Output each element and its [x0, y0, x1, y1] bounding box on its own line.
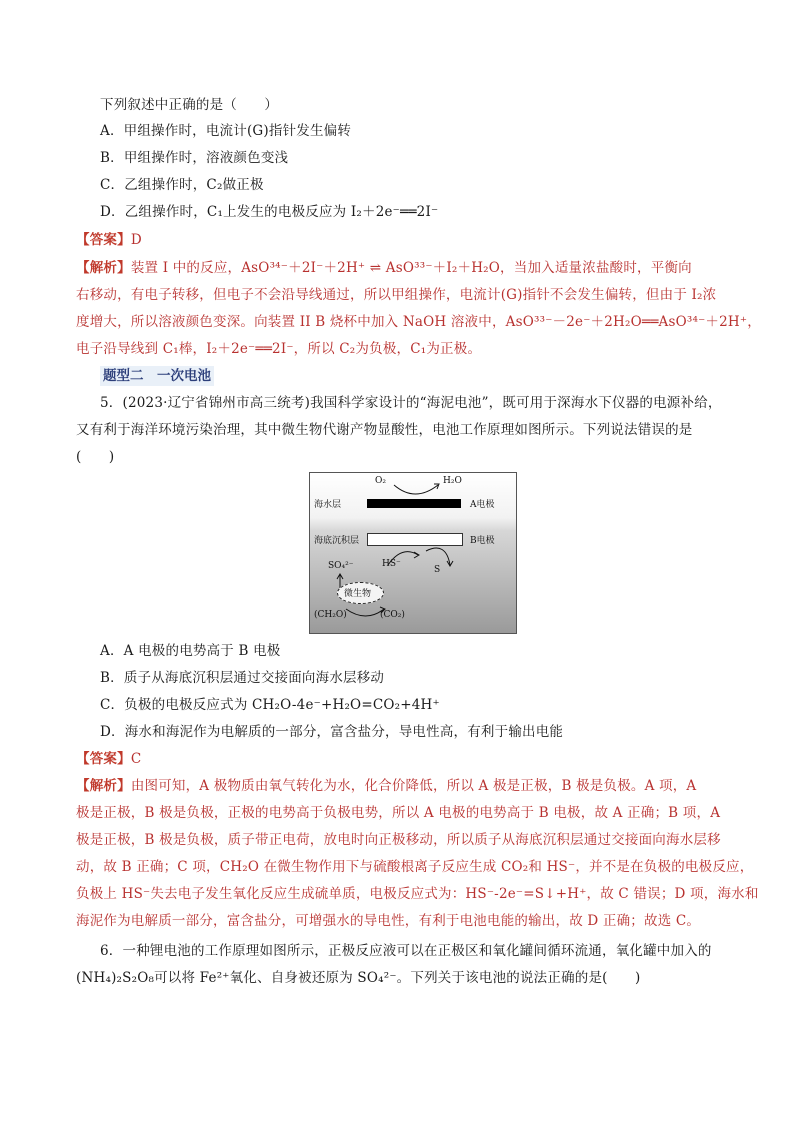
answer-label: 【答案】: [76, 232, 131, 248]
sulfur-label: S: [434, 565, 441, 575]
analysis-text: 装置 I 中的反应，AsO³⁴⁻＋2I⁻＋2H⁺ ⇌ AsO³³⁻＋I₂＋H₂O，当加入适量浓盐酸时，平衡向: [130, 260, 692, 276]
analysis-text: 由图可知，A 极物质由氧气转化为水，化合价降低，所以 A 极是正极，B 极是负极。A 项，A: [130, 778, 697, 794]
analysis-label: 【解析】: [76, 778, 131, 794]
ch2o-label: (CH₂O): [314, 610, 347, 620]
h2o-label: H₂O: [443, 476, 462, 486]
electrode-a-label: A电极: [470, 500, 495, 510]
q5-option-b: B．质子从海底沉积层通过交接面向海水层移动: [100, 670, 385, 686]
answer-value: D: [130, 232, 142, 248]
seawater-layer-label: 海水层: [314, 500, 342, 510]
q4-answer: [76, 230, 716, 250]
electrode-b-label: B电极: [470, 536, 495, 546]
q5-stem-line-3: ( ): [76, 449, 115, 465]
answer-value: C: [130, 751, 142, 767]
analysis-label: 【解析】: [76, 260, 131, 276]
q6-stem-line-2: (NH₄)₂S₂O₈可以将 Fe²⁺氧化、自身被还原为 SO₄²⁻。下列关于该电池的说法正确的是( ): [76, 970, 641, 986]
q4-analysis-line-1: [76, 258, 756, 278]
q4-option-d: D．乙组操作时，C₁上发生的电极反应为 I₂＋2e⁻══2I⁻: [100, 204, 439, 220]
q5-analysis-line-3: 极是正极，B 极是负极，质子带正电荷，放电时向正极移动，所以质子从海底沉积层通过交接面向海水层移: [76, 832, 721, 848]
q4-option-a: A．甲组操作时，电流计(G)指针发生偏转: [100, 123, 352, 139]
q4-analysis-line-4: 电子沿导线到 C₁棒，I₂＋2e⁻══2I⁻，所以 C₂为负极，C₁为正极。: [76, 341, 482, 357]
q5-analysis-line-5: 负极上 HS⁻失去电子发生氧化反应生成硫单质，电极反应式为：HS⁻-2e⁻=S↓+H⁺，故 C 错误；D 项，海水和: [76, 886, 759, 902]
topic-heading: 题型二 一次电池: [100, 366, 214, 386]
hs-label: HS⁻: [382, 559, 401, 569]
q5-stem-line-2: 又有利于海洋环境污染治理，其中微生物代谢产物显酸性，电池工作原理如图所示。下列说法错误的是: [76, 422, 693, 438]
q4-analysis-line-3: 度增大，所以溶液颜色变深。向装置 II B 烧杯中加入 NaOH 溶液中，AsO³³⁻－2e⁻＋2H₂O══AsO³⁴⁻＋2H⁺，: [76, 314, 761, 330]
q4-analysis-line-2: 右移动，有电子转移，但电子不会沿导线通过，所以甲组操作，电流计(G)指针不会发生偏转，但由于 I₂浓: [76, 287, 717, 303]
q4-option-c: C．乙组操作时，C₂做正极: [100, 177, 264, 193]
q5-analysis-line-6: 海泥作为电解质一部分，富含盐分，可增强水的导电性，有利于电池电能的输出，故 D 正确；故选 C。: [76, 913, 701, 929]
microbe-label: 微生物: [344, 589, 372, 599]
q4-stem: 下列叙述中正确的是（ ）: [100, 97, 279, 113]
answer-label: 【答案】: [76, 751, 131, 767]
q5-option-d: D．海水和海泥作为电解质的一部分，富含盐分，导电性高，有利于输出电能: [100, 724, 564, 740]
q5-analysis-line-2: 极是正极，B 极是负极，正极的电势高于负极电势，所以 A 电极的电势高于 B 电极，故 A 正确；B 项，A: [76, 805, 721, 821]
electrode-b: [367, 533, 463, 546]
q5-option-a: A．A 电极的电势高于 B 电极: [100, 643, 281, 659]
co2-label: (CO₂): [380, 610, 405, 620]
q4-option-b: B．甲组操作时，溶液颜色变浅: [100, 150, 289, 166]
q5-analysis-line-1: [76, 776, 756, 796]
q5-stem-line-1: 5．(2023·辽宁省锦州市高三统考)我国科学家设计的“海泥电池”，既可用于深海水下仪器的电源补给，: [100, 395, 722, 411]
q6-stem-line-1: 6．一种锂电池的工作原理如图所示，正极反应液可以在正极区和氧化罐间循环流通，氧化罐中加入的: [100, 943, 712, 959]
sediment-layer-label: 海底沉积层: [314, 536, 360, 546]
electrode-a: [367, 499, 461, 508]
q5-option-c: C．负极的电极反应式为 CH₂O-4e⁻+H₂O=CO₂+4H⁺: [100, 697, 440, 713]
sulfate-label: SO₄²⁻: [328, 561, 354, 571]
o2-label: O₂: [375, 476, 386, 486]
q5-answer: [76, 749, 716, 769]
sea-mud-battery-diagram: [309, 472, 517, 634]
q5-analysis-line-4: 动，故 B 正确；C 项，CH₂O 在微生物作用下与硫酸根离子反应生成 CO₂和 HS⁻，并不是在负极的电极反应，: [76, 859, 754, 875]
